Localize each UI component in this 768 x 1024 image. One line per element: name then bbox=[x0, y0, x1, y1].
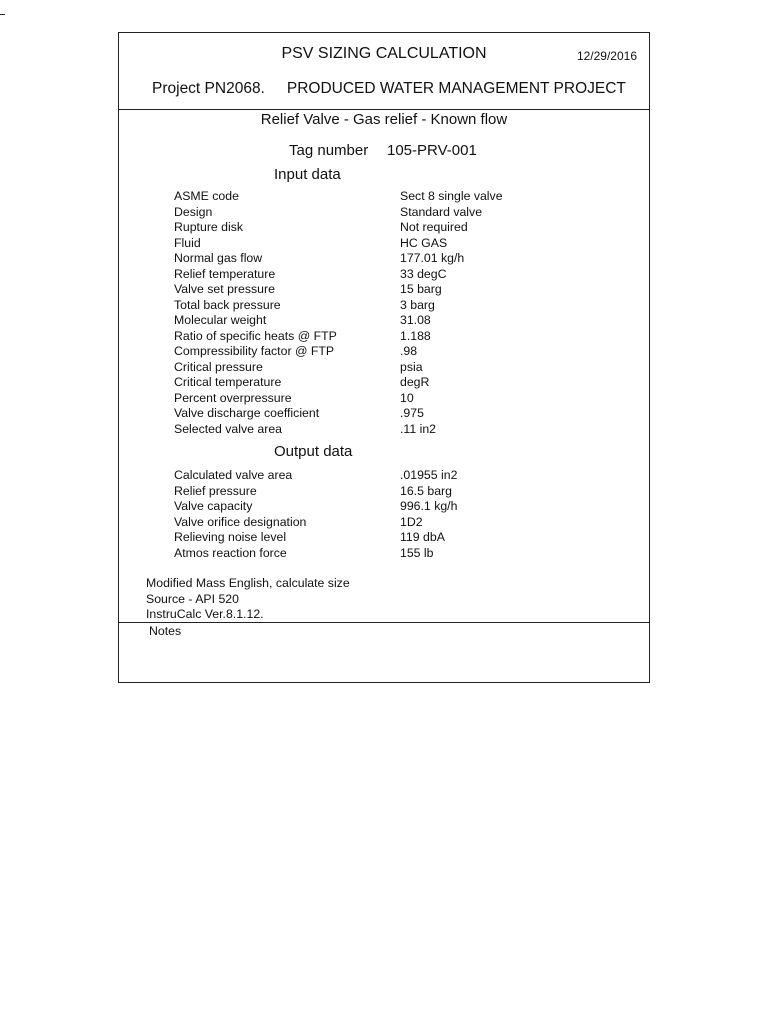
input-row-value: 1.188 bbox=[400, 328, 431, 343]
input-row-label: Normal gas flow bbox=[174, 251, 263, 265]
output-row-value: 996.1 kg/h bbox=[400, 499, 458, 513]
input-row-label: ASME code bbox=[174, 189, 239, 203]
software-version: InstruCalc Ver.8.1.12. bbox=[146, 607, 264, 621]
output-data-heading: Output data bbox=[274, 443, 353, 460]
input-row-label: Valve discharge coefficient bbox=[174, 406, 320, 420]
input-row-value: 31.08 bbox=[400, 313, 431, 327]
output-row-label: Relieving noise level bbox=[174, 530, 287, 544]
input-row-label: Molecular weight bbox=[174, 313, 267, 327]
output-row-value: 16.5 barg bbox=[400, 483, 452, 498]
calculation-method: Modified Mass English, calculate size bbox=[146, 576, 350, 590]
input-row-value: HC GAS bbox=[400, 235, 448, 250]
input-row-value: Sect 8 single valve bbox=[400, 189, 503, 203]
footer-info bbox=[146, 576, 350, 623]
output-row-value: 1D2 bbox=[400, 514, 423, 529]
input-row-label: Relief temperature bbox=[174, 266, 276, 281]
tag-number-label: Tag number bbox=[289, 142, 369, 159]
input-row-value: Not required bbox=[400, 220, 468, 234]
input-row-label: Rupture disk bbox=[174, 220, 244, 234]
tag-number-value: 105-PRV-001 bbox=[387, 142, 477, 159]
input-row-label: Percent overpressure bbox=[174, 390, 292, 405]
input-row-value: psia bbox=[400, 359, 423, 374]
input-data-heading: Input data bbox=[274, 166, 341, 183]
input-row-label: Total back pressure bbox=[174, 297, 281, 312]
notes-divider bbox=[119, 622, 649, 623]
document-date: 12/29/2016 bbox=[576, 49, 637, 63]
output-row-label: Valve capacity bbox=[174, 499, 253, 513]
header-divider bbox=[119, 109, 649, 110]
input-row-label: Critical pressure bbox=[174, 359, 263, 374]
notes-label: Notes bbox=[149, 624, 182, 638]
input-row-value: 33 degC bbox=[400, 266, 447, 281]
input-row-label: Compressibility factor @ FTP bbox=[174, 344, 335, 358]
input-row-label: Critical temperature bbox=[174, 375, 282, 389]
input-row-value: .975 bbox=[400, 406, 424, 420]
input-row-value: .11 in2 bbox=[400, 421, 437, 436]
output-row-value: 155 lb bbox=[400, 545, 434, 560]
output-row-value: .01955 in2 bbox=[400, 468, 458, 482]
output-row-label: Relief pressure bbox=[174, 483, 257, 498]
input-row-value: 10 bbox=[400, 390, 414, 405]
input-row-label: Selected valve area bbox=[174, 421, 283, 436]
output-row-value: 119 dbA bbox=[400, 530, 445, 544]
project-id: Project PN2068. bbox=[152, 80, 265, 97]
input-row-value: 177.01 kg/h bbox=[400, 251, 465, 265]
input-row-label: Fluid bbox=[174, 235, 201, 250]
input-row-label: Valve set pressure bbox=[174, 282, 275, 296]
document-title: PSV SIZING CALCULATION bbox=[281, 45, 487, 62]
calculation-subtitle: Relief Valve - Gas relief - Known flow bbox=[260, 111, 508, 128]
calculation-source: Source - API 520 bbox=[146, 591, 239, 606]
project-name: PRODUCED WATER MANAGEMENT PROJECT bbox=[286, 80, 626, 97]
input-row-label: Ratio of specific heats @ FTP bbox=[174, 328, 337, 343]
input-row-value: 3 barg bbox=[400, 297, 435, 312]
input-row-label: Design bbox=[174, 204, 213, 219]
input-row-value: Standard valve bbox=[400, 204, 483, 219]
output-row-label: Atmos reaction force bbox=[174, 545, 287, 560]
corner-mark bbox=[0, 14, 5, 15]
input-row-value: .98 bbox=[400, 344, 418, 358]
project-line bbox=[152, 80, 626, 98]
input-row-value: 15 barg bbox=[400, 282, 442, 296]
calculation-sheet bbox=[118, 32, 650, 683]
output-row-label: Calculated valve area bbox=[174, 468, 293, 482]
input-row-value: degR bbox=[400, 375, 430, 389]
output-row-label: Valve orifice designation bbox=[174, 514, 307, 529]
